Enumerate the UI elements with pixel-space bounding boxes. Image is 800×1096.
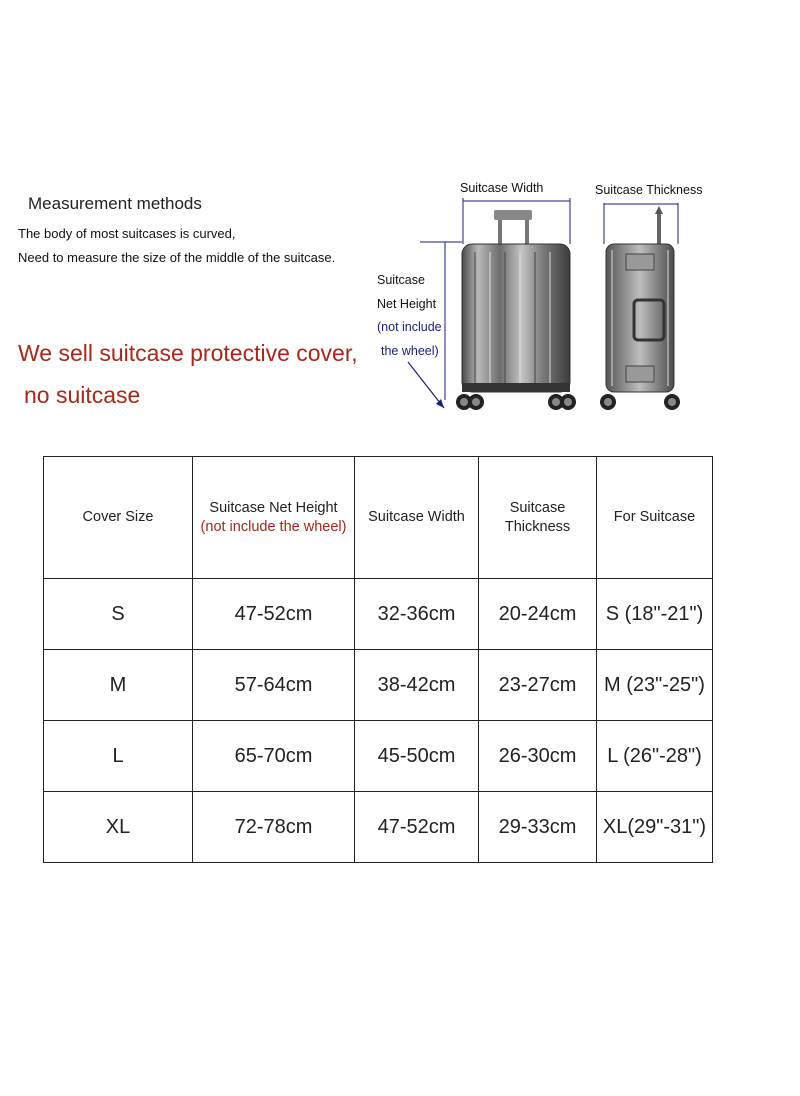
cell-size: M [44, 650, 193, 721]
header-thickness-line1: Suitcase [509, 499, 566, 516]
cell-height: 57-64cm [193, 650, 355, 721]
height-arrow [408, 362, 444, 408]
cell-fits: M (23"-25") [597, 650, 713, 721]
cell-fits: S (18"-21") [597, 579, 713, 650]
suitcase-side-wheels [600, 394, 680, 410]
notice-cover-only-line2: no suitcase [24, 382, 141, 408]
cell-width: 45-50cm [355, 721, 479, 792]
cell-width: 47-52cm [355, 792, 479, 863]
cell-size: S [44, 579, 193, 650]
cell-width: 38-42cm [355, 650, 479, 721]
label-suitcase-width: Suitcase Width [460, 181, 544, 195]
cell-width: 32-36cm [355, 579, 479, 650]
label-net-height-1: Suitcase [377, 273, 425, 287]
arrow-head-icon [436, 399, 444, 408]
cell-thickness: 29-33cm [479, 792, 597, 863]
cell-thickness: 23-27cm [479, 650, 597, 721]
notice-cover-only-line1: We sell suitcase protective cover, [18, 340, 358, 366]
suitcase-front-handle [494, 210, 532, 248]
label-net-height-4: the wheel) [381, 344, 439, 358]
suitcase-front-body [462, 244, 570, 392]
label-net-height-3: (not include [377, 320, 442, 334]
measurement-title: Measurement methods [28, 194, 202, 213]
suitcase-side-handle [655, 206, 663, 246]
header-net-height [193, 457, 355, 579]
measurement-note-curved: The body of most suitcases is curved, [18, 226, 236, 241]
cell-thickness: 20-24cm [479, 579, 597, 650]
header-thickness [479, 457, 597, 579]
cell-height: 72-78cm [193, 792, 355, 863]
header-width: Suitcase Width [355, 457, 479, 579]
label-suitcase-thickness: Suitcase Thickness [595, 183, 703, 197]
cell-thickness: 26-30cm [479, 721, 597, 792]
cell-size: L [44, 721, 193, 792]
table-header-row [44, 457, 713, 579]
table-row [44, 650, 713, 721]
suitcase-side-body [606, 244, 674, 392]
cell-size: XL [44, 792, 193, 863]
table-row [44, 721, 713, 792]
size-table [43, 456, 713, 863]
table-row [44, 579, 713, 650]
header-net-height-label: Suitcase Net Height [209, 499, 338, 516]
header-for-suitcase: For Suitcase [597, 457, 713, 579]
label-net-height-2: Net Height [377, 297, 437, 311]
measurement-note-middle: Need to measure the size of the middle of the suitcase. [18, 250, 336, 265]
table-row [44, 792, 713, 863]
suitcase-front-wheels [456, 394, 576, 410]
suitcase-diagram [0, 0, 800, 440]
header-cover-size: Cover Size [44, 457, 193, 579]
header-thickness-line2: Thickness [504, 518, 571, 535]
cell-height: 47-52cm [193, 579, 355, 650]
cell-height: 65-70cm [193, 721, 355, 792]
cell-fits: XL(29"-31") [597, 792, 713, 863]
header-net-height-note: (not include the wheel) [200, 518, 347, 535]
cell-fits: L (26"-28") [597, 721, 713, 792]
